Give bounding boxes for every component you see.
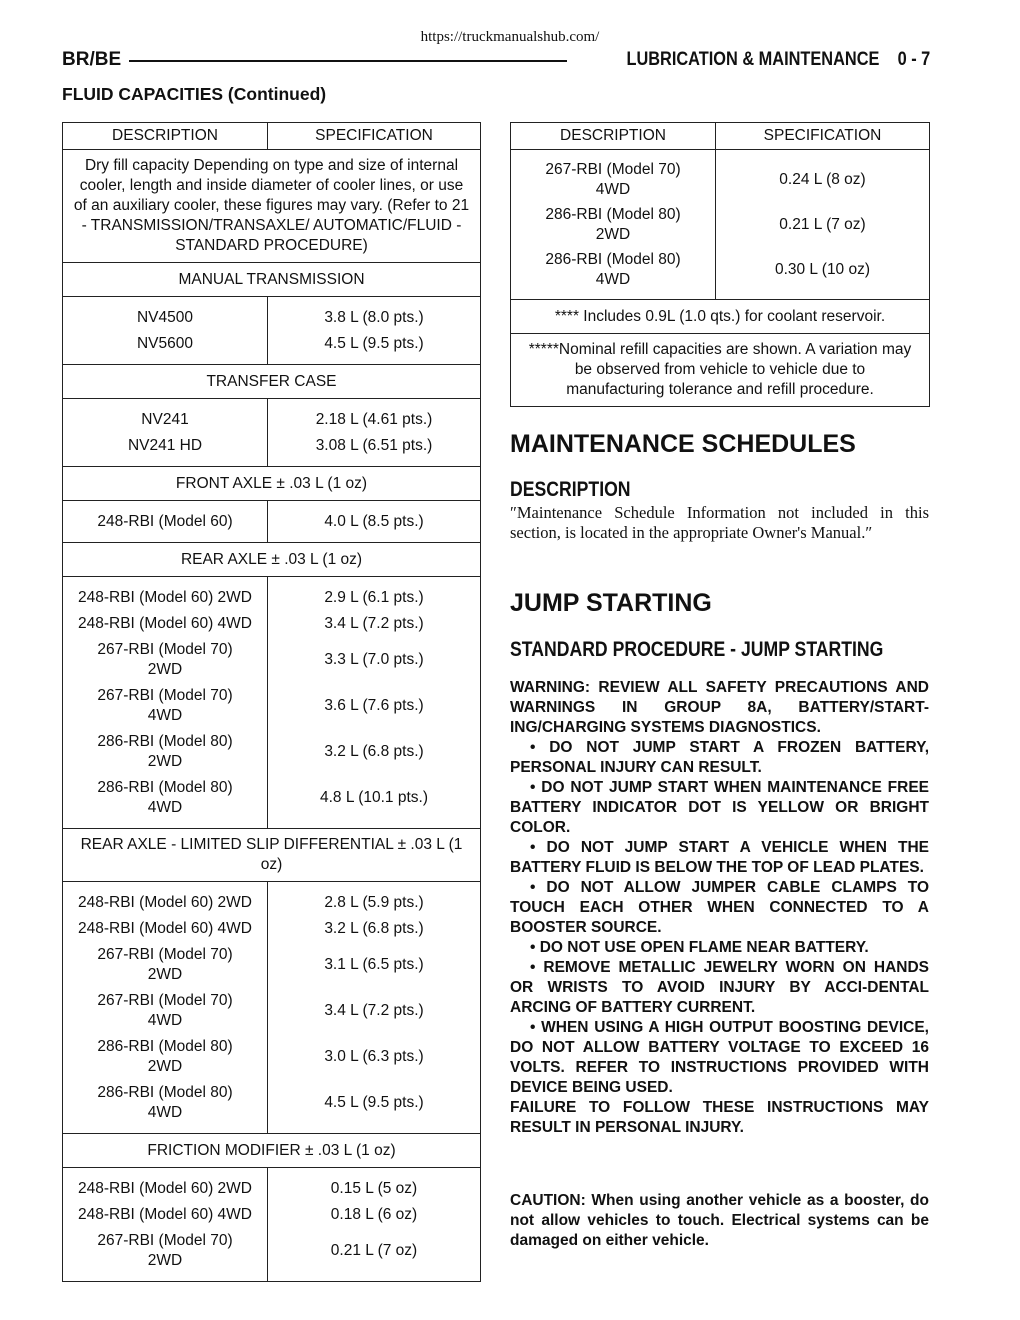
description-cell: 267-RBI (Model 70) 2WD [63,1228,268,1282]
fluid-capacities-table-left [62,122,481,1282]
caution-text: CAUTION: When using another vehicle as a booster, do not allow vehicles to touch. Electrical systems can be damaged on either vehicle. [510,1192,929,1249]
specification-cell: 0.24 L (8 oz) [716,150,930,203]
warning-text: WARNING: REVIEW ALL SAFETY PRECAUTIONS AND WARNINGS IN GROUP 8A, BATTERY/START-ING/CHARGING SYSTEMS DIAGNOSTICS. [510,679,929,736]
section-title: FRONT AXLE ± .03 L (1 oz) [63,467,481,501]
section-row [63,263,481,297]
specification-cell: 4.0 L (8.5 pts.) [268,501,481,543]
table-row [63,775,481,829]
section-title: REAR AXLE ± .03 L (1 oz) [63,543,481,577]
table-row [63,1034,481,1080]
description-cell: 267-RBI (Model 70) 4WD [63,683,268,729]
maintenance-heading: MAINTENANCE SCHEDULES [510,430,856,458]
description-cell: NV241 [63,399,268,434]
warning-bullet: • DO NOT JUMP START A VEHICLE WHEN THE BATTERY FLUID IS BELOW THE TOP OF LEAD PLATES. [510,839,929,876]
specification-cell: 2.18 L (4.61 pts.) [268,399,481,434]
page-subtitle: FLUID CAPACITIES (Continued) [62,84,327,104]
section-title: FRICTION MODIFIER ± .03 L (1 oz) [63,1134,481,1168]
table-row [63,1080,481,1134]
warning-bullet: • DO NOT JUMP START WHEN MAINTENANCE FREE BATTERY INDICATOR DOT IS YELLOW OR BRIGHT COLOR. [510,779,929,836]
table-row [63,942,481,988]
column-header-specification: SPECIFICATION [268,123,481,150]
warning-bullet: • REMOVE METALLIC JEWELRY WORN ON HANDS OR WRISTS TO AVOID INJURY BY ACCI-DENTAL ARCING OF BATTERY CURRENT. [510,959,929,1016]
description-cell: 286-RBI (Model 80) 4WD [63,775,268,829]
table-row [63,916,481,942]
description-cell: 248-RBI (Model 60) 4WD [63,1202,268,1228]
table-row [63,297,481,332]
specification-cell: 3.1 L (6.5 pts.) [268,942,481,988]
specification-cell: 3.4 L (7.2 pts.) [268,611,481,637]
coolant-note: **** Includes 0.9L (1.0 qts.) for coolant reservoir. [511,300,930,334]
section-row [63,467,481,501]
column-header-description: DESCRIPTION [63,123,268,150]
table-header-row [63,123,481,150]
table-row [63,331,481,365]
table-row [63,637,481,683]
specification-cell: 0.21 L (7 oz) [268,1228,481,1282]
fluid-capacities-table-right [510,122,930,407]
description-cell: NV241 HD [63,433,268,467]
header-rule [129,60,567,62]
failure-text: FAILURE TO FOLLOW THESE INSTRUCTIONS MAY RESULT IN PERSONAL INJURY. [510,1099,929,1136]
warning-bullet: • WHEN USING A HIGH OUTPUT BOOSTING DEVICE, DO NOT ALLOW BATTERY VOLTAGE TO EXCEED 16 VOLTS. REFER TO INSTRUCTIONS PROVIDED WITH DEVICE BEING USED. [510,1019,929,1096]
header-right: LUBRICATION & MAINTENANCE 0 - 7 [626,49,930,70]
table-row [63,1168,481,1203]
description-cell: 267-RBI (Model 70) 2WD [63,637,268,683]
table-row [63,683,481,729]
table-row [511,334,930,407]
description-cell: 248-RBI (Model 60) 2WD [63,882,268,917]
description-cell: 248-RBI (Model 60) 4WD [63,611,268,637]
jump-starting-heading: JUMP STARTING [510,589,712,617]
table-row [63,433,481,467]
specification-cell: 3.2 L (6.8 pts.) [268,729,481,775]
description-cell: 286-RBI (Model 80) 4WD [63,1080,268,1134]
jump-warning-block [510,678,929,1138]
description-cell: 248-RBI (Model 60) 2WD [63,577,268,612]
table-row [63,988,481,1034]
specification-cell: 2.9 L (6.1 pts.) [268,577,481,612]
description-cell: 267-RBI (Model 70) 4WD [511,150,716,203]
table-row [511,150,930,203]
table-row [511,247,930,300]
table-row [511,202,930,247]
section-row [63,1134,481,1168]
table-row [511,300,930,334]
specification-cell: 0.30 L (10 oz) [716,247,930,300]
description-cell: 286-RBI (Model 80) 4WD [511,247,716,300]
table-row [63,577,481,612]
description-cell: 248-RBI (Model 60) 2WD [63,1168,268,1203]
specification-cell: 3.6 L (7.6 pts.) [268,683,481,729]
section-row [63,365,481,399]
section-title: MANUAL TRANSMISSION [63,263,481,297]
section-title: REAR AXLE - LIMITED SLIP DIFFERENTIAL ± .03 L (1 oz) [63,829,481,882]
warning-bullet: • DO NOT USE OPEN FLAME NEAR BATTERY. [530,939,869,956]
specification-cell: 0.18 L (6 oz) [268,1202,481,1228]
column-header-specification: SPECIFICATION [716,123,930,150]
section-row [63,829,481,882]
table-row [63,1202,481,1228]
description-cell: 267-RBI (Model 70) 4WD [63,988,268,1034]
specification-cell: 4.8 L (10.1 pts.) [268,775,481,829]
refill-note: *****Nominal refill capacities are shown. A variation may be observed from vehicle to vehicle due to manufacturing tolerance and refill procedure. [511,334,930,407]
specification-cell: 3.8 L (8.0 pts.) [268,297,481,332]
header-left: BR/BE [62,49,122,70]
specification-cell: 2.8 L (5.9 pts.) [268,882,481,917]
description-cell: NV4500 [63,297,268,332]
table-row [63,729,481,775]
specification-cell: 3.08 L (6.51 pts.) [268,433,481,467]
table-row [63,611,481,637]
description-cell: 286-RBI (Model 80) 2WD [511,202,716,247]
specification-cell: 4.5 L (9.5 pts.) [268,1080,481,1134]
description-cell: 286-RBI (Model 80) 2WD [63,1034,268,1080]
table-header-row [511,123,930,150]
specification-cell: 0.15 L (5 oz) [268,1168,481,1203]
description-cell: 267-RBI (Model 70) 2WD [63,942,268,988]
specification-cell: 3.4 L (7.2 pts.) [268,988,481,1034]
specification-cell: 4.5 L (9.5 pts.) [268,331,481,365]
table-row [63,1228,481,1282]
jump-procedure-heading: STANDARD PROCEDURE - JUMP STARTING [510,638,884,661]
page-header [62,48,930,72]
warning-bullet: • DO NOT ALLOW JUMPER CABLE CLAMPS TO TOUCH EACH OTHER WHEN CONNECTED TO A BOOSTER SOURCE. [510,879,929,936]
description-cell: NV5600 [63,331,268,365]
section-row [63,543,481,577]
table-row [63,501,481,543]
source-url: https://truckmanualshub.com/ [420,29,600,45]
specification-cell: 3.0 L (6.3 pts.) [268,1034,481,1080]
description-cell: 248-RBI (Model 60) 4WD [63,916,268,942]
section-title: TRANSFER CASE [63,365,481,399]
dry-fill-note: Dry fill capacity Depending on type and size of internal cooler, length and inside diameter of cooler lines, or use of an auxiliary cooler, these figures may vary. (Refer to 21 - TRANSMISSION/TRANSAXLE/ AUTOMATIC/FLUID - STANDARD PROCEDURE) [63,150,481,263]
specification-cell: 0.21 L (7 oz) [716,202,930,247]
table-row [63,150,481,263]
description-cell: 248-RBI (Model 60) [63,501,268,543]
warning-bullet: • DO NOT JUMP START A FROZEN BATTERY, PERSONAL INJURY CAN RESULT. [510,739,929,776]
table-row [63,399,481,434]
maintenance-description-heading: DESCRIPTION [510,478,631,501]
specification-cell: 3.2 L (6.8 pts.) [268,916,481,942]
description-cell: 286-RBI (Model 80) 2WD [63,729,268,775]
column-header-description: DESCRIPTION [511,123,716,150]
specification-cell: 3.3 L (7.0 pts.) [268,637,481,683]
maintenance-description-text: ″Maintenance Schedule Information not included in this section, is located in the appropriate Owner's Manual.″ [510,503,929,542]
table-row [63,882,481,917]
